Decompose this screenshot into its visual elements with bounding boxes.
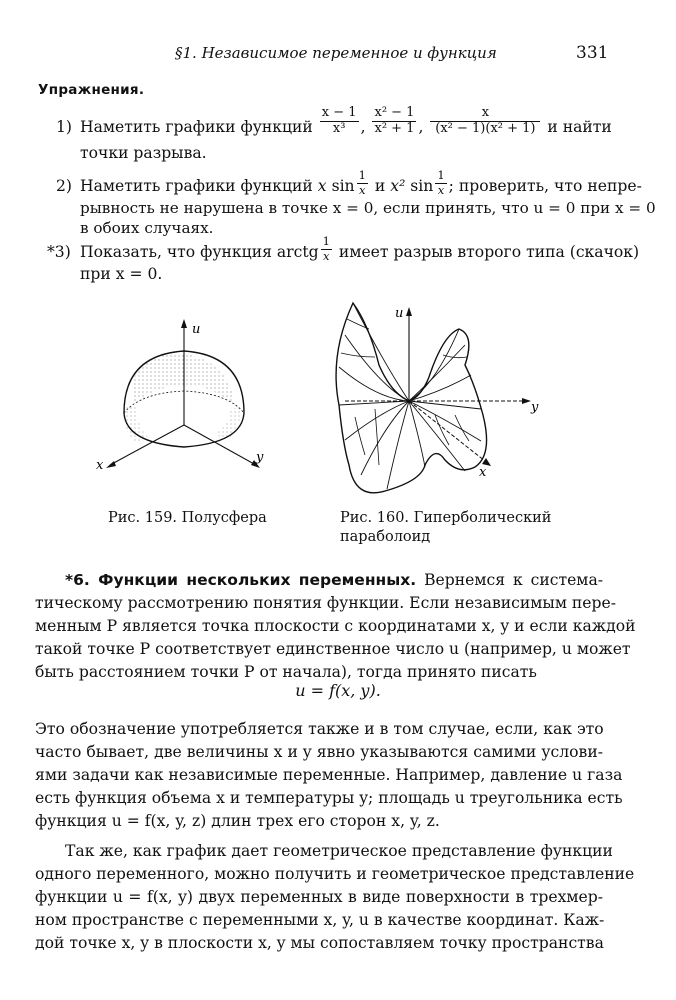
fraction-2 [372,106,416,137]
section-line-3: такой точке P соответствует единственное число u (например, u может [35,640,631,658]
exercise-3-number: *3) [47,243,71,261]
fraction-1-den: x³ [320,121,359,137]
u-axis-arrow [181,319,187,328]
frac-c-den: x [321,249,332,263]
exercise-2-tail: ; проверить, что непре- [448,177,642,195]
fraction-3-num: x [481,104,490,120]
section-line-1: тическому рассмотрению понятия функции. Если независимым пере- [35,594,617,612]
fraction-1-over-x-b [435,169,446,196]
x-axis [409,401,485,461]
exercise-3-tail: имеет разрыв второго типа (скачок) [338,243,640,261]
saddle-curve [345,335,465,401]
saddle-curve [353,303,459,401]
section-heading: *6. Функции нескольких переменных. [65,571,417,589]
figure-160-caption-line2: параболоид [340,529,431,545]
para3-line-2: функции u = f(x, y) двух переменных в виде поверхности в трехмер- [35,888,603,906]
para2-line-4: функция u = f(x, y, z) длин трех его сторон x, y, z. [35,812,440,830]
saddle-rib [355,417,365,455]
figure-160-caption-line1: Рис. 160. Гиперболический [340,510,552,526]
saddle-rib [435,415,449,445]
para3-line-4: дой точке x, y в плоскости x, y мы сопоставляем точку пространства [35,934,604,952]
exercise-3-line2: при x = 0. [80,265,163,283]
exercise-1-number: 1) [56,118,73,136]
exercises-heading: Упражнения. [38,82,145,98]
exercise-3-lead: Показать, что функция arctg [80,243,319,261]
frac-b-num: 1 [437,168,445,183]
para2-line-1: часто бывает, две величины x и y явно указываются самими услови- [35,743,603,761]
running-head: §1. Независимое переменное и функция [175,44,497,62]
figure-159-caption: Рис. 159. Полусфера [108,510,267,526]
fraction-1-num: x − 1 [321,104,357,120]
saddle-curve [339,367,471,401]
fig159-axis-u-label: u [192,322,201,337]
para3-line-0: Так же, как график дает геометрическое представление функции [65,842,613,860]
and-word: и [374,177,386,195]
fraction-2-den: x² + 1 [374,120,415,136]
para3-line-3: ном пространстве с переменными x, y, u в качестве координат. Каж- [35,911,605,929]
fig160-axis-x-label: x [479,465,487,480]
figure-160-paraboloid [325,295,555,500]
exercise-3-line1 [80,234,640,263]
exercise-1-lead: Наметить графики функций [80,118,313,136]
section-line-4: быть расстоянием точки P от начала), тогда принято писать [35,663,537,681]
fraction-3-den: (x² − 1)(x² + 1) [430,121,540,137]
var-x2: x² [390,177,406,195]
figure-159-hemisphere [90,315,290,480]
fraction-1-over-x-c [321,235,332,262]
u-axis-arrow [406,307,412,316]
x-axis [110,425,184,465]
saddle-rib [455,415,469,441]
section-line-0: Вернемся к система- [424,571,604,589]
sin-a: sin [331,177,355,195]
section-line-2: менным P является точка плоскости с координатами x, y и если каждой [35,617,636,635]
para3-line-1: одного переменного, можно получить и геометрическое представление [35,865,635,883]
saddle-curve [387,401,409,489]
para2-line-2: ями задачи как независимые переменные. Например, давление u газа [35,766,623,784]
exercise-2-lead: Наметить графики функций [80,177,313,195]
exercise-1-line1: Наметить графики функций $\frac{x - 1}{\text{x³}}$ , $\frac{\text{x² − 1}}{\text{x² + 1}}$ , $\frac{x}{\text{(x² − 1)(x² + 1)}}$ и найти [80,104,612,136]
saddle-outline [336,303,487,493]
fig159-axis-y-label: y [256,450,264,465]
fig160-axis-u-label: u [395,306,404,321]
fraction-1 [320,106,359,137]
sin-b: sin [410,177,434,195]
fraction-1-over-x-a [357,169,368,196]
frac-b-den: x [435,183,446,197]
y-axis-arrow [522,398,531,404]
var-x: x [317,177,327,195]
section-first-line [35,571,603,589]
fig159-axis-x-label: x [96,458,104,473]
exercise-2-line1 [80,168,642,197]
exercise-1-line2: точки разрыва. [80,144,207,162]
para2-line-3: есть функция объема x и температуры y; площадь u треугольника есть [35,789,623,807]
display-formula: u = f(x, y). [295,681,381,700]
frac-c-num: 1 [322,234,330,249]
para2-line-0: Это обозначение употребляется также и в том случае, если, как это [35,720,604,738]
exercise-1-tail: и найти [547,118,612,136]
fig160-axis-y-label: y [531,400,539,415]
page-number: 331 [576,43,609,63]
frac-a-den: x [357,183,368,197]
exercise-2-number: 2) [56,177,73,195]
fraction-3 [430,106,540,137]
frac-a-num: 1 [358,168,366,183]
hemisphere-shading-right [214,407,240,439]
exercise-2-line3: в обоих случаях. [80,219,214,237]
exercise-2-line2: рывность не нарушена в точке x = 0, если принять, что u = 0 при x = 0 [80,199,656,217]
fraction-2-num: x² − 1 [374,104,415,120]
